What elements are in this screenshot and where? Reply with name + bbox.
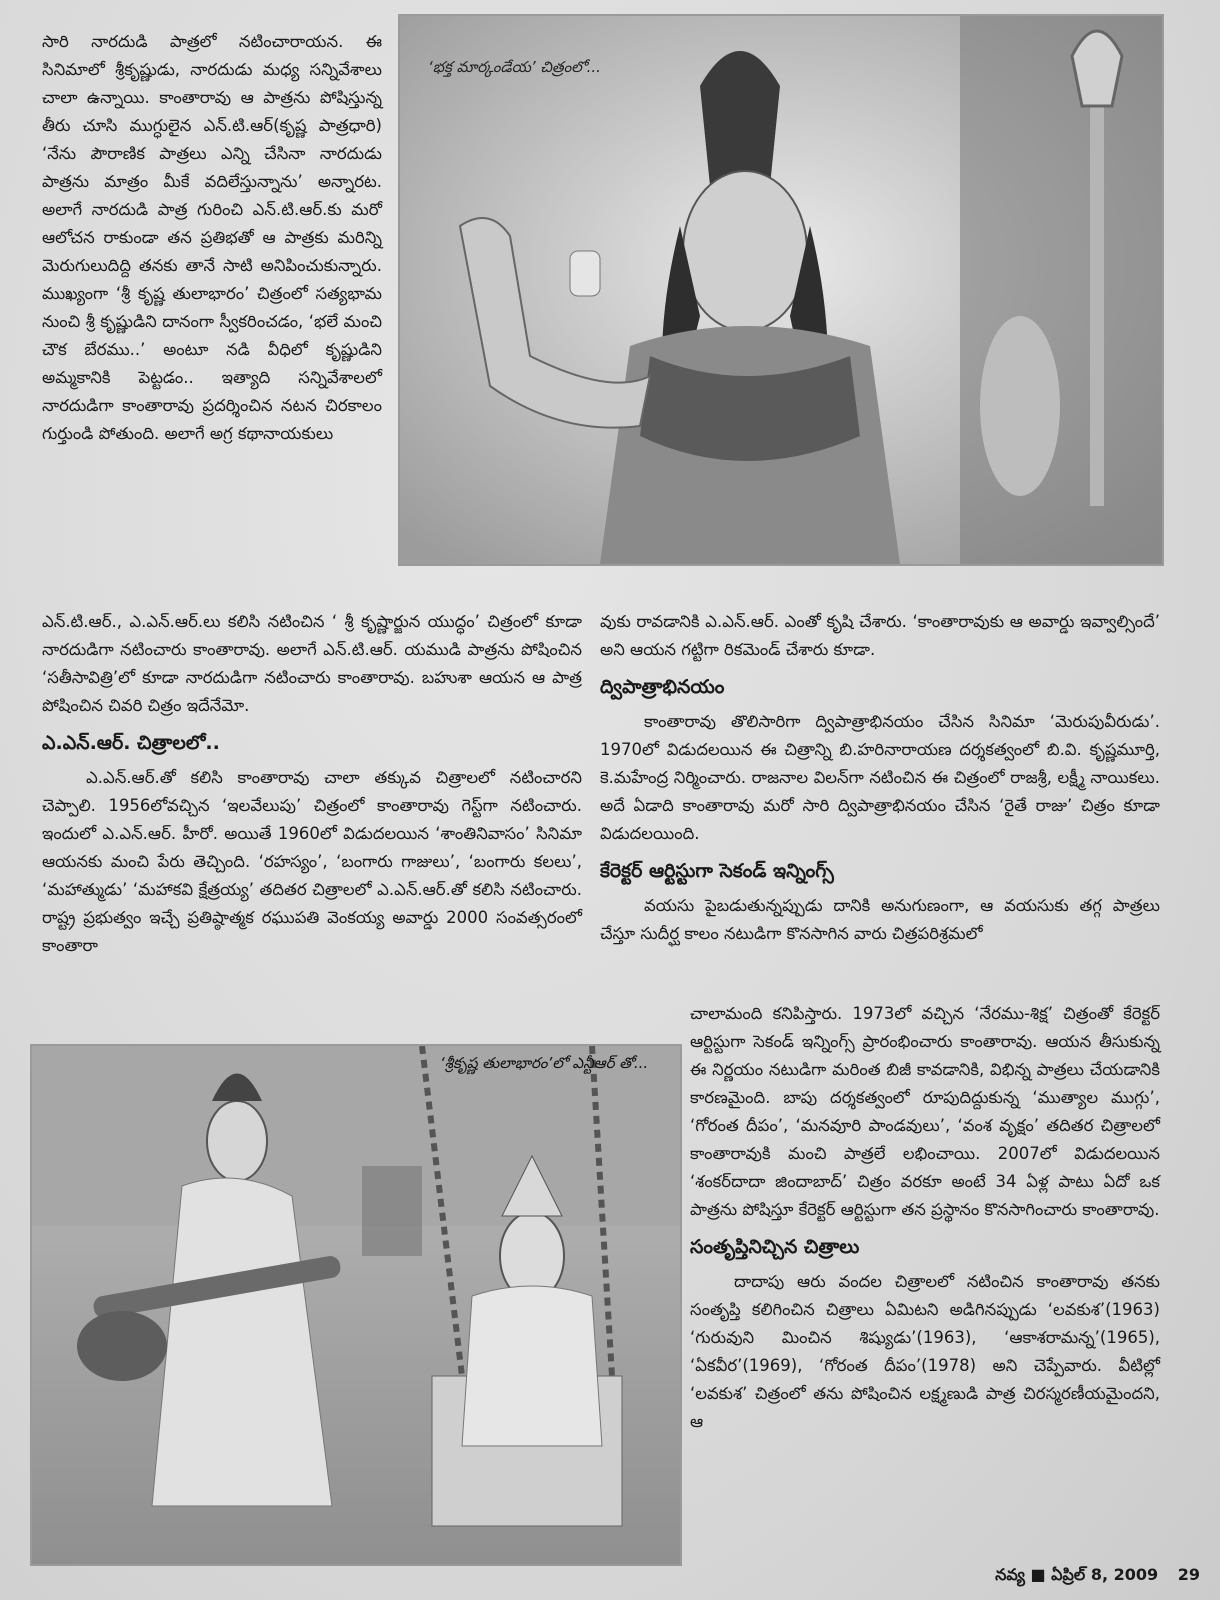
right-top-paragraph-2: కాంతారావు తొలిసారిగా ద్విపాత్రాభినయం చేసిన సినిమా ‘మెరుపువీరుడు’. 1970లో విడుదలయిన ఈ చిత్రాన్ని బి.హరినారాయణ దర్శకత్వంలో బి.వి. కృష్ణమూర్తి, కె.మహేంద్ర నిర్మించారు. రాజనాల విలన్‌గా నటించిన ఈ చిత్రంలో రాజశ్రీ, లక్ష్మీ నాయికలు. అదే ఏడాది కాంతారావు మరో సారి ద్విపాత్రాభినయం చేసిన ‘రైతే రాజు’ చిత్రం కూడా విడుదలయింది. [600,712,1160,843]
right-column-bottom [690,1000,1160,1436]
heading-double-role: ద్విపాత్రాభినయం [600,676,725,698]
right-top-paragraph-3: వయసు పైబడుతున్నప్పుడు దానికి అనుగుణంగా, ఆ వయసుకు తగ్గ పాత్రలు చేస్తూ సుదీర్ఘ కాలం నటుడిగా కొనసాగిన వారు చిత్రపరిశ్రమలో [600,896,1160,943]
right-bottom-paragraph-1: చాలామంది కనిపిస్తారు. 1973లో వచ్చిన ‘నేరము-శిక్ష’ చిత్రంతో కేరెక్టర్ ఆర్టిస్టుగా సెకండ్ ఇన్నింగ్స్ ప్రారంభించారు కాంతారావు. ఆయన తీసుకున్న ఈ నిర్ణయం నటుడిగా మరింత బిజీ కావడానికి, విభిన్న పాత్రలు చేయడానికి కారణమైంది. బాపు దర్శకత్వంలో రూపుదిద్దుకున్న ‘ముత్యాల ముగ్గు’, ‘గోరంత దీపం’, ‘మనవూరి పాండవులు’, ‘వంశ వృక్షం’ తదితర చిత్రాలలో కాంతారావుకి మంచి పాత్రలే లభించాయి. 2007లో విడుదలయిన ‘శంకర్‌దాదా జిందాబాద్’ చిత్రం వరకూ అంటే 34 ఏళ్ల పాటు ఏదో ఒక పాత్రను పోషిస్తూ కేరెక్టర్ ఆర్టిస్టుగా తన ప్రస్థానం కొనసాగించారు కాంతారావు. [690,1004,1160,1219]
footer-magazine-name: నవ్య [995,1565,1025,1584]
photo-sri-krishna-tulabharam [30,1044,682,1566]
footer-separator-icon: ■ [1030,1565,1052,1584]
heading-satisfying-films: సంతృప్తినిచ్చిన చిత్రాలు [690,1236,860,1258]
photo-bottom-caption: ‘శ్రీకృష్ణ తులాభారం’లో ఎన్టీఆర్ తో... [440,1054,649,1072]
right-top-paragraph-1: వుకు రావడానికి ఎ.ఎన్.ఆర్. ఎంతో కృషి చేశారు. ‘కాంతారావుకు ఆ అవార్డు ఇవ్వాల్సిందే’ అని ఆయన గట్టిగా రికమెండ్ చేశారు కూడా. [600,612,1160,659]
page-footer [880,1565,1200,1595]
footer-date: ఏప్రిల్ 8, 2009 [1051,1565,1159,1584]
heading-anr-films: ఎ.ఎన్.ఆర్. చిత్రాలలో.. [42,732,220,754]
heading-second-innings: కేరెక్టర్ ఆర్టిస్టుగా సెకండ్ ఇన్నింగ్స్ [600,860,834,882]
right-column-top [600,608,1160,948]
left-bottom-paragraph-1: ఎన్.టి.ఆర్., ఎ.ఎన్.ఆర్.లు కలిసి నటించిన ‘ శ్రీ కృష్ణార్జున యుద్ధం’ చిత్రంలో కూడా నారదుడిగా నటించారు కాంతారావు. అలాగే ఎన్.టి.ఆర్. యముడి పాత్రను పోషించిన ‘సతీసావిత్రి’లో కూడా నారదుడిగా నటించారు కాంతారావు. బహుశా ఆయన ఆ పాత్ర పోషించిన చివరి చిత్రం ఇదేనేమో. [42,612,582,715]
right-bottom-paragraph-2: దాదాపు ఆరు వందల చిత్రాలలో నటించిన కాంతారావు తనకు సంతృప్తి కలిగించిన చిత్రాలు ఏమిటని అడిగినప్పుడు ‘లవకుశ’(1963) ‘గురువుని మించిన శిష్యుడు’(1963), ‘ఆకాశరామన్న’(1965), ‘ఏకవీర’(1969), ‘గోరంత దీపం’(1978) అని చెప్పేవారు. వీటిల్లో ‘లవకుశ’ చిత్రంలో తను పోషించిన లక్ష్మణుడి పాత్ర చిరస్మరణీయమైందని, ఆ [690,1272,1160,1431]
photo-top-caption: ‘భక్త మార్కండేయ’ చిత్రంలో... [428,58,601,76]
left-column-bottom [42,608,582,960]
left-column-top-text: సారి నారదుడి పాత్రలో నటించారాయన. ఈ సినిమాలో శ్రీకృష్ణుడు, నారదుడు మధ్య సన్నివేశాలు చాలా ఉన్నాయి. కాంతారావు ఆ పాత్రను పోషిస్తున్న తీరు చూసి ముగ్ధులైన ఎన్.టి.ఆర్(కృష్ణ పాత్రధారి) ‘నేను పౌరాణిక పాత్రలు ఎన్ని చేసినా నారదుడు పాత్రను మాత్రం మీకే వదిలేస్తున్నాను’ అన్నారట. అలాగే నారదుడి పాత్ర గురించి ఎన్.టి.ఆర్.కు మరో ఆలోచన రాకుండా తన ప్రతిభతో ఆ పాత్రకు మరిన్ని మెరుగులుదిద్ది తనకు తానే సాటి అనిపించుకున్నారు. ముఖ్యంగా ‘శ్రీ కృష్ణ తులాభారం’ చిత్రంలో సత్యభామ నుంచి శ్రీ కృష్ణుడిని దానంగా స్వీకరించడం, ‘భలే మంచి చౌక బేరము..’ అంటూ నడి వీధిలో కృష్ణుడిని అమ్మకానికి పెట్టడం.. ఇత్యాది సన్నివేశాలలో నారదుడిగా కాంతారావు ప్రదర్శించిన నటన చిరకాలం గుర్తుండి పోతుంది. అలాగే అగ్ర కథానాయకులు [42,32,382,443]
photo-bhakta-markandeya [398,14,1164,566]
left-column-top [42,28,382,448]
photo-shiva-illustration [400,16,1162,564]
left-bottom-paragraph-2: ఎ.ఎన్.ఆర్.తో కలిసి కాంతారావు చాలా తక్కువ చిత్రాలలో నటించారని చెప్పాలి. 1956లోవచ్చిన ‘ఇలవేలుపు’ చిత్రంలో కాంతారావు గెస్ట్‌గా నటించారు. ఇందులో ఎ.ఎన్.ఆర్. హీరో. అయితే 1960లో విడుదలయిన ‘శాంతినివాసం’ సినిమా ఆయనకు మంచి పేరు తెచ్చింది. ‘రహస్యం’, ‘బంగారు గాజులు’, ‘బంగారు కలలు’, ‘మహాత్ముడు’ ‘మహాకవి క్షేత్రయ్య’ తదితర చిత్రాలలో ఎ.ఎన్.ఆర్.తో కలిసి నటించారు. రాష్ట్ర ప్రభుత్వం ఇచ్చే ప్రతిష్ఠాత్మక రఘుపతి వెంకయ్య అవార్డు 2000 సంవత్సరంలో కాంతారా [42,768,582,955]
footer-page-number: 29 [1177,1565,1200,1584]
photo-narada-krishna-illustration [32,1046,680,1564]
